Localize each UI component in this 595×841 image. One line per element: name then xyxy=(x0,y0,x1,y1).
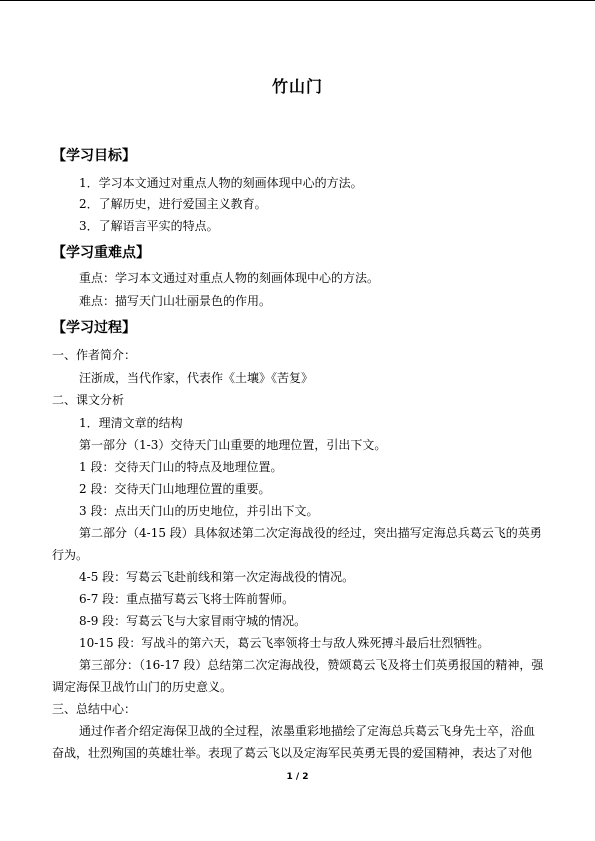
page-title: 竹山门 xyxy=(271,77,323,96)
goal-item-1: 1．学习本文通过对重点人物的刻画体现中心的方法。 xyxy=(79,176,363,190)
part1-text: 第一部分（1-3）交待天门山重要的地理位置，引出下文。 xyxy=(79,438,387,452)
summary-text-line1: 通过作者介绍定海保卫战的全过程，浓墨重彩地描绘了定海总兵葛云飞身先士卒，浴血 xyxy=(79,724,536,738)
key-difficulty: 难点：描写天门山壮丽景色的作用。 xyxy=(79,294,272,308)
page-number: 1 / 2 xyxy=(286,772,309,782)
part2-text-line2: 行为。 xyxy=(52,548,89,562)
top-rule xyxy=(0,0,595,1)
analysis-heading: 二、课文分析 xyxy=(52,393,125,407)
paragraph-1-note: 1 段：交待天门山的特点及地理位置。 xyxy=(79,460,283,474)
part2-text-line1: 第二部分（4-15 段）具体叙述第二次定海战役的经过，突出描写定海总兵葛云飞的英勇 xyxy=(79,526,542,540)
author-heading: 一、作者简介： xyxy=(52,348,137,362)
section-heading-key: 【学习重难点】 xyxy=(52,245,150,261)
goal-item-3: 3．了解语言平实的特点。 xyxy=(79,219,219,233)
summary-heading: 三、总结中心： xyxy=(52,702,137,716)
author-text: 汪浙成，当代作家，代表作《土壤》《苦复》 xyxy=(79,371,314,385)
structure-heading: 1．理清文章的结构 xyxy=(79,416,183,430)
section-heading-goals: 【学习目标】 xyxy=(52,148,136,164)
part3-text-line2: 调定海保卫战竹山门的历史意义。 xyxy=(52,680,233,694)
paragraph-6-7-note: 6-7 段：重点描写葛云飞将士阵前誓师。 xyxy=(79,592,295,606)
paragraph-3-note: 3 段：点出天门山的历史地位，并引出下文。 xyxy=(79,504,319,518)
goal-item-2: 2．了解历史，进行爱国主义教育。 xyxy=(79,197,267,211)
key-focus: 重点：学习本文通过对重点人物的刻画体现中心的方法。 xyxy=(79,271,380,285)
summary-text-line2: 奋战，壮烈殉国的英雄壮举。表现了葛云飞以及定海军民英勇无畏的爱国精神，表达了对他 xyxy=(52,746,533,760)
paragraph-4-5-note: 4-5 段：写葛云飞赴前线和第一次定海战役的情况。 xyxy=(79,570,355,584)
paragraph-8-9-note: 8-9 段：写葛云飞与大家冒雨守城的情况。 xyxy=(79,614,307,628)
paragraph-2-note: 2 段：交待天门山地理位置的重要。 xyxy=(79,482,271,496)
paragraph-10-15-note: 10-15 段：写战斗的第六天，葛云飞率领将士与敌人殊死搏斗最后壮烈牺牲。 xyxy=(79,636,490,650)
part3-text-line1: 第三部分：（16-17 段）总结第二次定海战役，赞颂葛云飞及将士们英勇报国的精神，强 xyxy=(79,658,544,672)
section-heading-process: 【学习过程】 xyxy=(52,320,136,336)
